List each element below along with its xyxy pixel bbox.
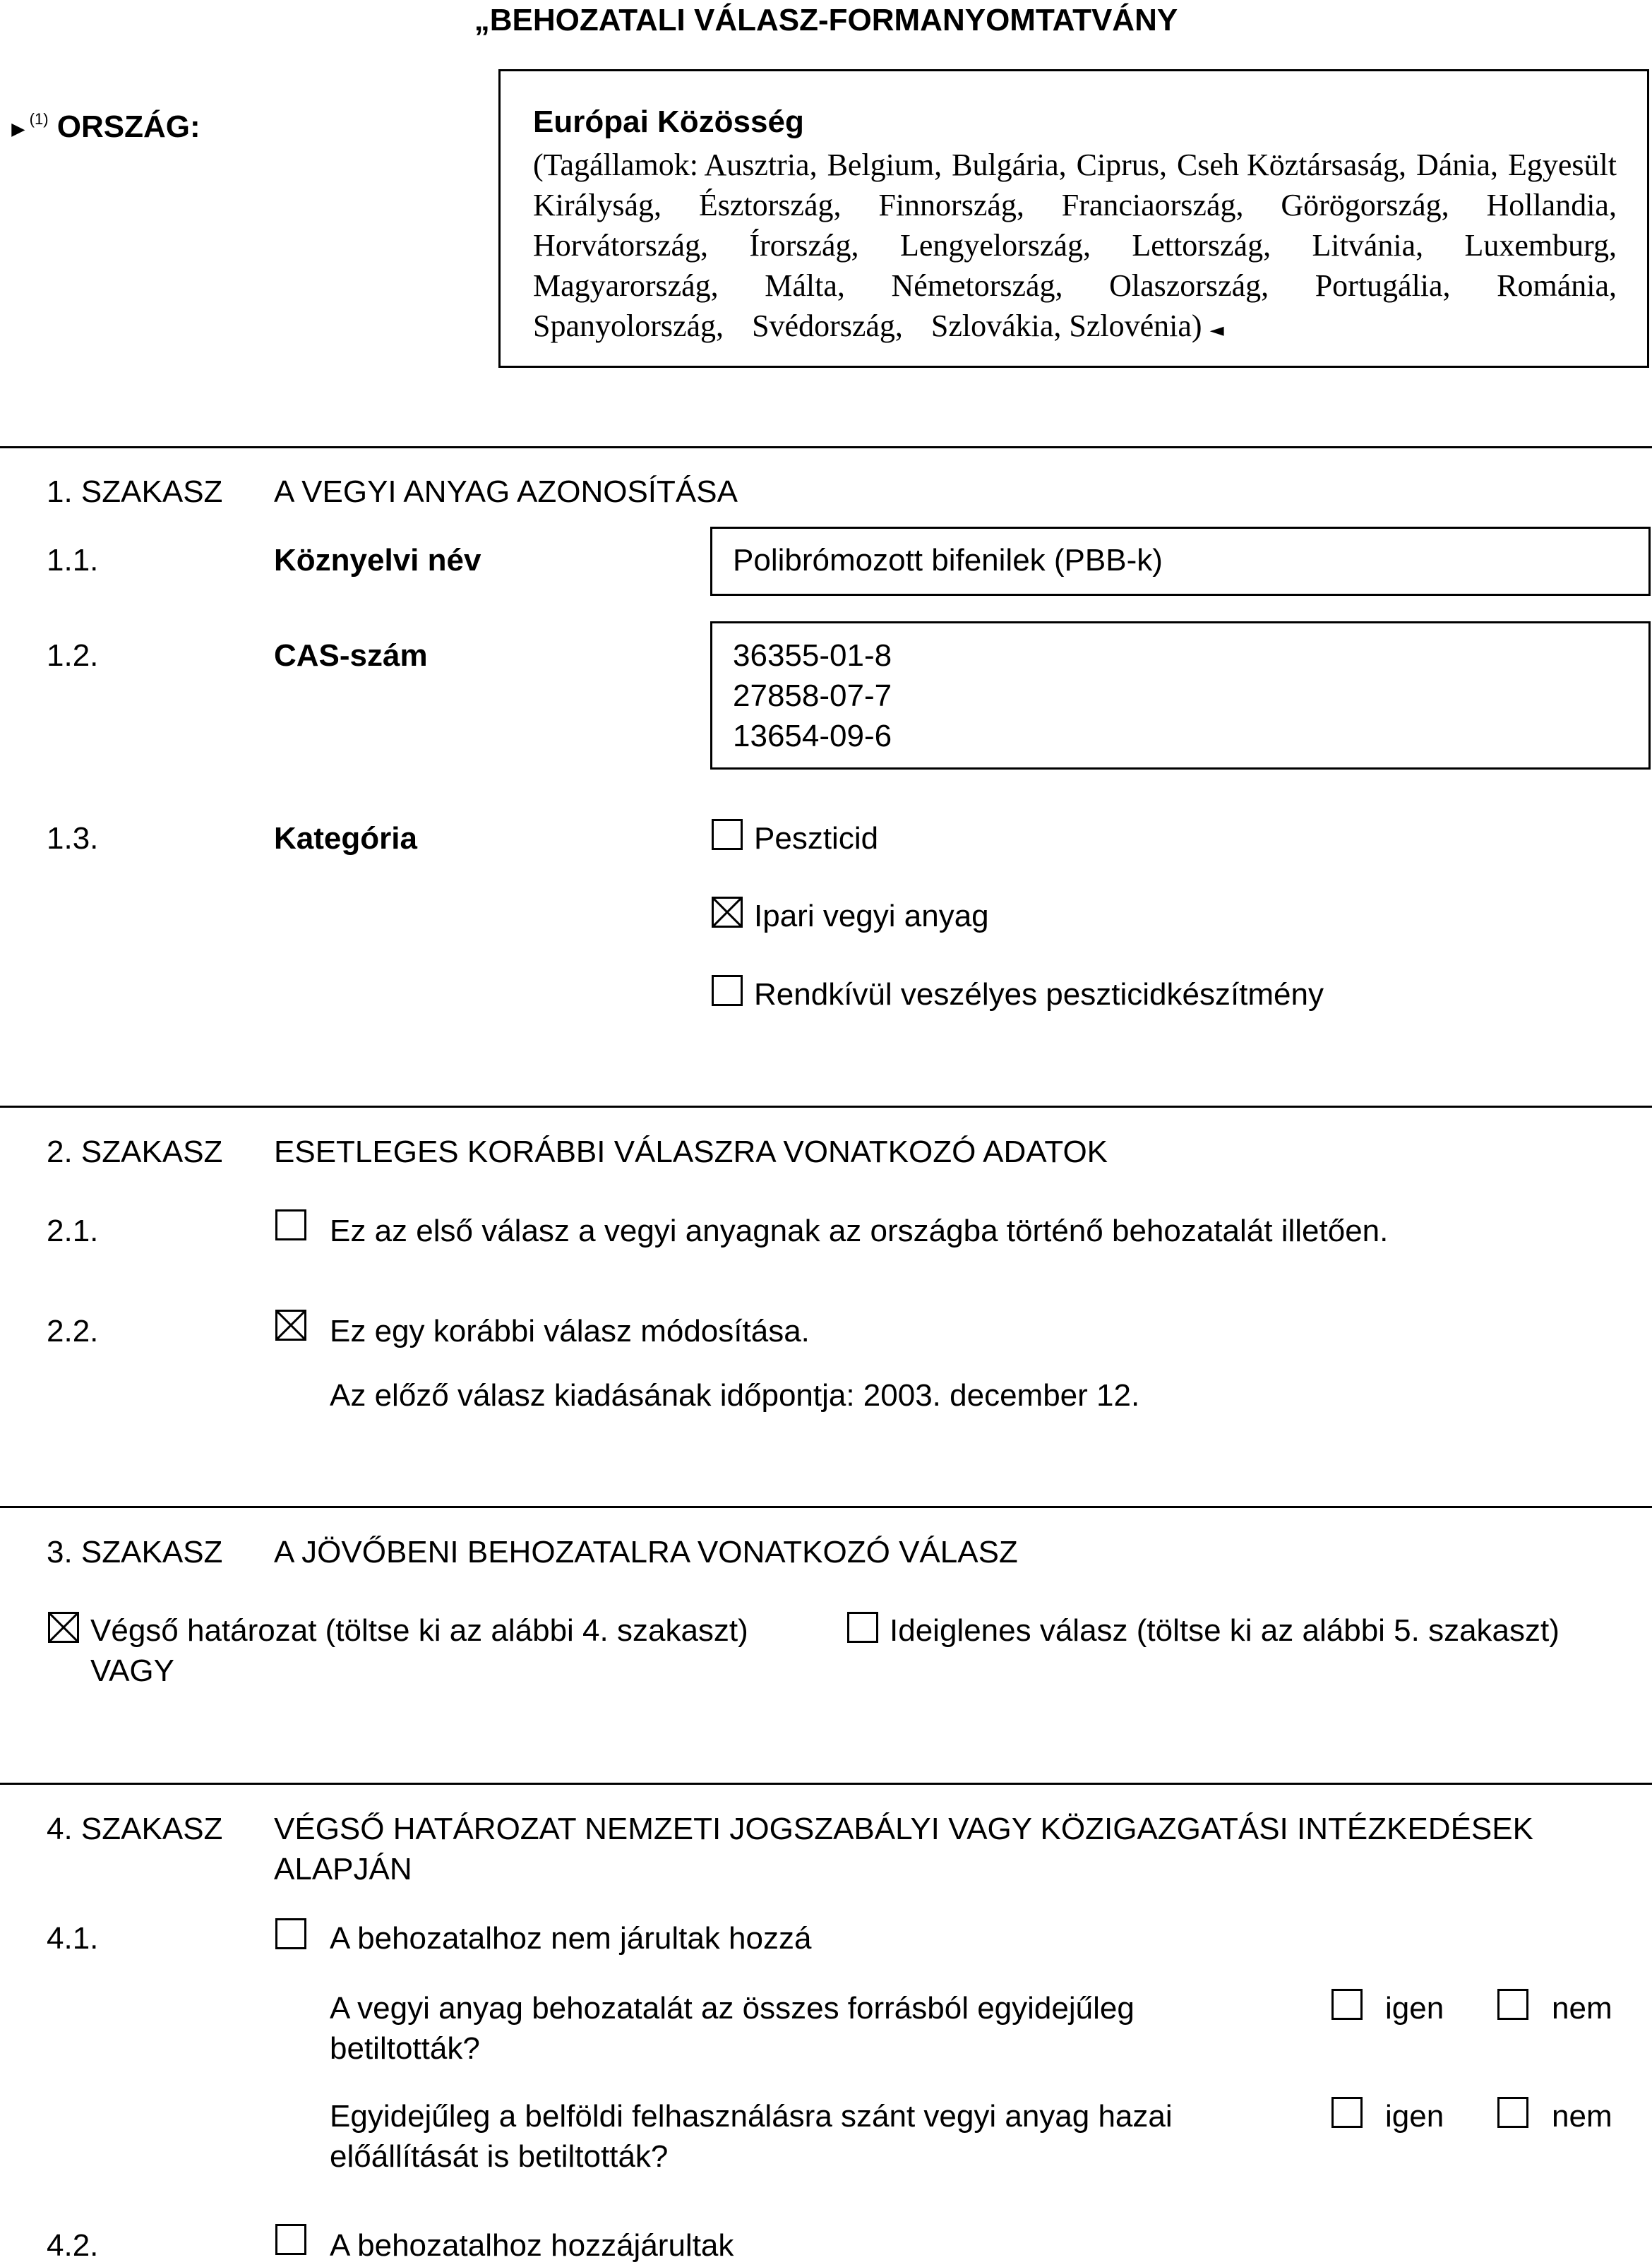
section-divider <box>0 1506 1652 1508</box>
check-x-icon <box>50 1614 77 1641</box>
previous-response-date: Az előző válasz kiadásának időpontja: 2003. december 12. <box>330 1378 1140 1413</box>
section-4-number: 4. SZAKASZ <box>47 1812 223 1846</box>
category-label: Kategória <box>274 821 417 856</box>
first-response-checkbox[interactable] <box>275 1209 306 1240</box>
industrial-chemical-checkbox[interactable] <box>712 897 743 928</box>
cas-number-value: 13654-09-6 <box>733 719 892 753</box>
row-2-2-number: 2.2. <box>47 1314 99 1348</box>
member-states-line-3: Horvátország, Írország, Lengyelország, Lettország, Litvánia, Luxemburg, <box>533 228 1617 263</box>
section-4-title: VÉGSŐ HATÁROZAT NEMZETI JOGSZABÁLYI VAGY KÖZIGAZGATÁSI INTÉZKEDÉSEK <box>274 1812 1533 1846</box>
section-4-title-cont: ALAPJÁN <box>274 1852 412 1886</box>
country-row <box>7 99 200 149</box>
or-label: VAGY <box>90 1653 175 1688</box>
section-2-title: ESETLEGES KORÁBBI VÁLASZRA VONATKOZÓ ADATOK <box>274 1135 1108 1169</box>
domestic-production-yes-checkbox[interactable] <box>1331 2097 1363 2128</box>
country-label: ORSZÁG: <box>56 109 200 144</box>
row-4-2-number: 4.2. <box>47 2228 99 2263</box>
question-domestic-production-banned: Egyidejűleg a belföldi felhasználásra szánt vegyi anyag hazai <box>330 2099 1173 2134</box>
yes-label: igen <box>1385 2099 1444 2134</box>
interim-response-label: Ideiglenes válasz (töltse ki az alábbi 5. szakaszt) <box>890 1613 1560 1648</box>
start-marker-icon: ► <box>7 116 30 142</box>
common-name-label: Köznyelvi név <box>274 543 481 578</box>
footnote-ref: (1) <box>29 110 49 128</box>
pesticide-checkbox[interactable] <box>712 819 743 850</box>
row-4-1-number: 4.1. <box>47 1921 99 1956</box>
common-name-value: Polibrómozott bifenilek (PBB-k) <box>733 543 1163 578</box>
no-label: nem <box>1552 1991 1612 2026</box>
first-response-label: Ez az első válasz a vegyi anyagnak az országba történő behozatalát illetően. <box>330 1214 1389 1248</box>
member-states-line-1: (Tagállamok: Ausztria, Belgium, Bulgária, Ciprus, Cseh Köztársaság, Dánia, Egyesült <box>533 148 1617 182</box>
row-1-1-number: 1.1. <box>47 543 99 578</box>
no-label: nem <box>1552 2099 1612 2134</box>
page-title: „BEHOZATALI VÁLASZ-FORMANYOMTATVÁNY <box>474 3 1178 37</box>
section-divider <box>0 1783 1652 1785</box>
question-import-banned-cont: betiltották? <box>330 2031 480 2066</box>
import-consented-checkbox[interactable] <box>275 2224 306 2255</box>
question-import-banned: A vegyi anyag behozatalát az összes forrásból egyidejűleg <box>330 1991 1135 2026</box>
import-not-consented-checkbox[interactable] <box>275 1918 306 1949</box>
section-3-number: 3. SZAKASZ <box>47 1535 223 1569</box>
member-states-line-4: Magyarország, Málta, Németország, Olaszország, Portugália, Románia, <box>533 268 1617 303</box>
import-banned-yes-checkbox[interactable] <box>1331 1989 1363 2020</box>
section-divider <box>0 446 1652 448</box>
section-2-number: 2. SZAKASZ <box>47 1135 223 1169</box>
final-decision-label: Végső határozat (töltse ki az alábbi 4. szakaszt) <box>90 1613 748 1648</box>
yes-label: igen <box>1385 1991 1444 2026</box>
member-states-list <box>533 145 1617 346</box>
end-marker-icon: ◄ <box>1209 320 1224 341</box>
cas-number-value: 27858-07-7 <box>733 678 892 713</box>
question-domestic-production-banned-cont: előállítását is betiltották? <box>330 2139 669 2174</box>
member-states-line-2: Királyság, Észtország, Finnország, Franciaország, Görögország, Hollandia, <box>533 188 1617 222</box>
row-2-1-number: 2.1. <box>47 1214 99 1248</box>
import-banned-no-checkbox[interactable] <box>1497 1989 1528 2020</box>
section-1-number: 1. SZAKASZ <box>47 474 223 509</box>
severely-hazardous-pesticide-option-label: Rendkívül veszélyes peszticidkészítmény <box>754 977 1324 1012</box>
section-divider <box>0 1106 1652 1108</box>
industrial-chemical-option-label: Ipari vegyi anyag <box>754 899 989 933</box>
row-1-2-number: 1.2. <box>47 638 99 673</box>
row-1-3-number: 1.3. <box>47 821 99 856</box>
domestic-production-no-checkbox[interactable] <box>1497 2097 1528 2128</box>
severely-hazardous-pesticide-checkbox[interactable] <box>712 975 743 1006</box>
cas-number-label: CAS-szám <box>274 638 428 673</box>
member-states-line-5: Spanyolország, Svédország, Szlovákia, Szlovénia) ◄ <box>533 306 1617 346</box>
import-consented-label: A behozatalhoz hozzájárultak <box>330 2228 734 2263</box>
cas-number-value: 36355-01-8 <box>733 638 892 673</box>
country-name: Európai Közösség <box>533 104 804 139</box>
check-x-icon <box>277 1312 304 1339</box>
section-1-title: A VEGYI ANYAG AZONOSÍTÁSA <box>274 474 738 509</box>
modification-label: Ez egy korábbi válasz módosítása. <box>330 1314 810 1348</box>
check-x-icon <box>714 899 741 926</box>
final-decision-checkbox[interactable] <box>48 1612 79 1643</box>
pesticide-option-label: Peszticid <box>754 821 879 856</box>
modification-checkbox[interactable] <box>275 1310 306 1341</box>
interim-response-checkbox[interactable] <box>847 1612 878 1643</box>
section-3-title: A JÖVŐBENI BEHOZATALRA VONATKOZÓ VÁLASZ <box>274 1535 1018 1569</box>
import-not-consented-label: A behozatalhoz nem járultak hozzá <box>330 1921 812 1956</box>
